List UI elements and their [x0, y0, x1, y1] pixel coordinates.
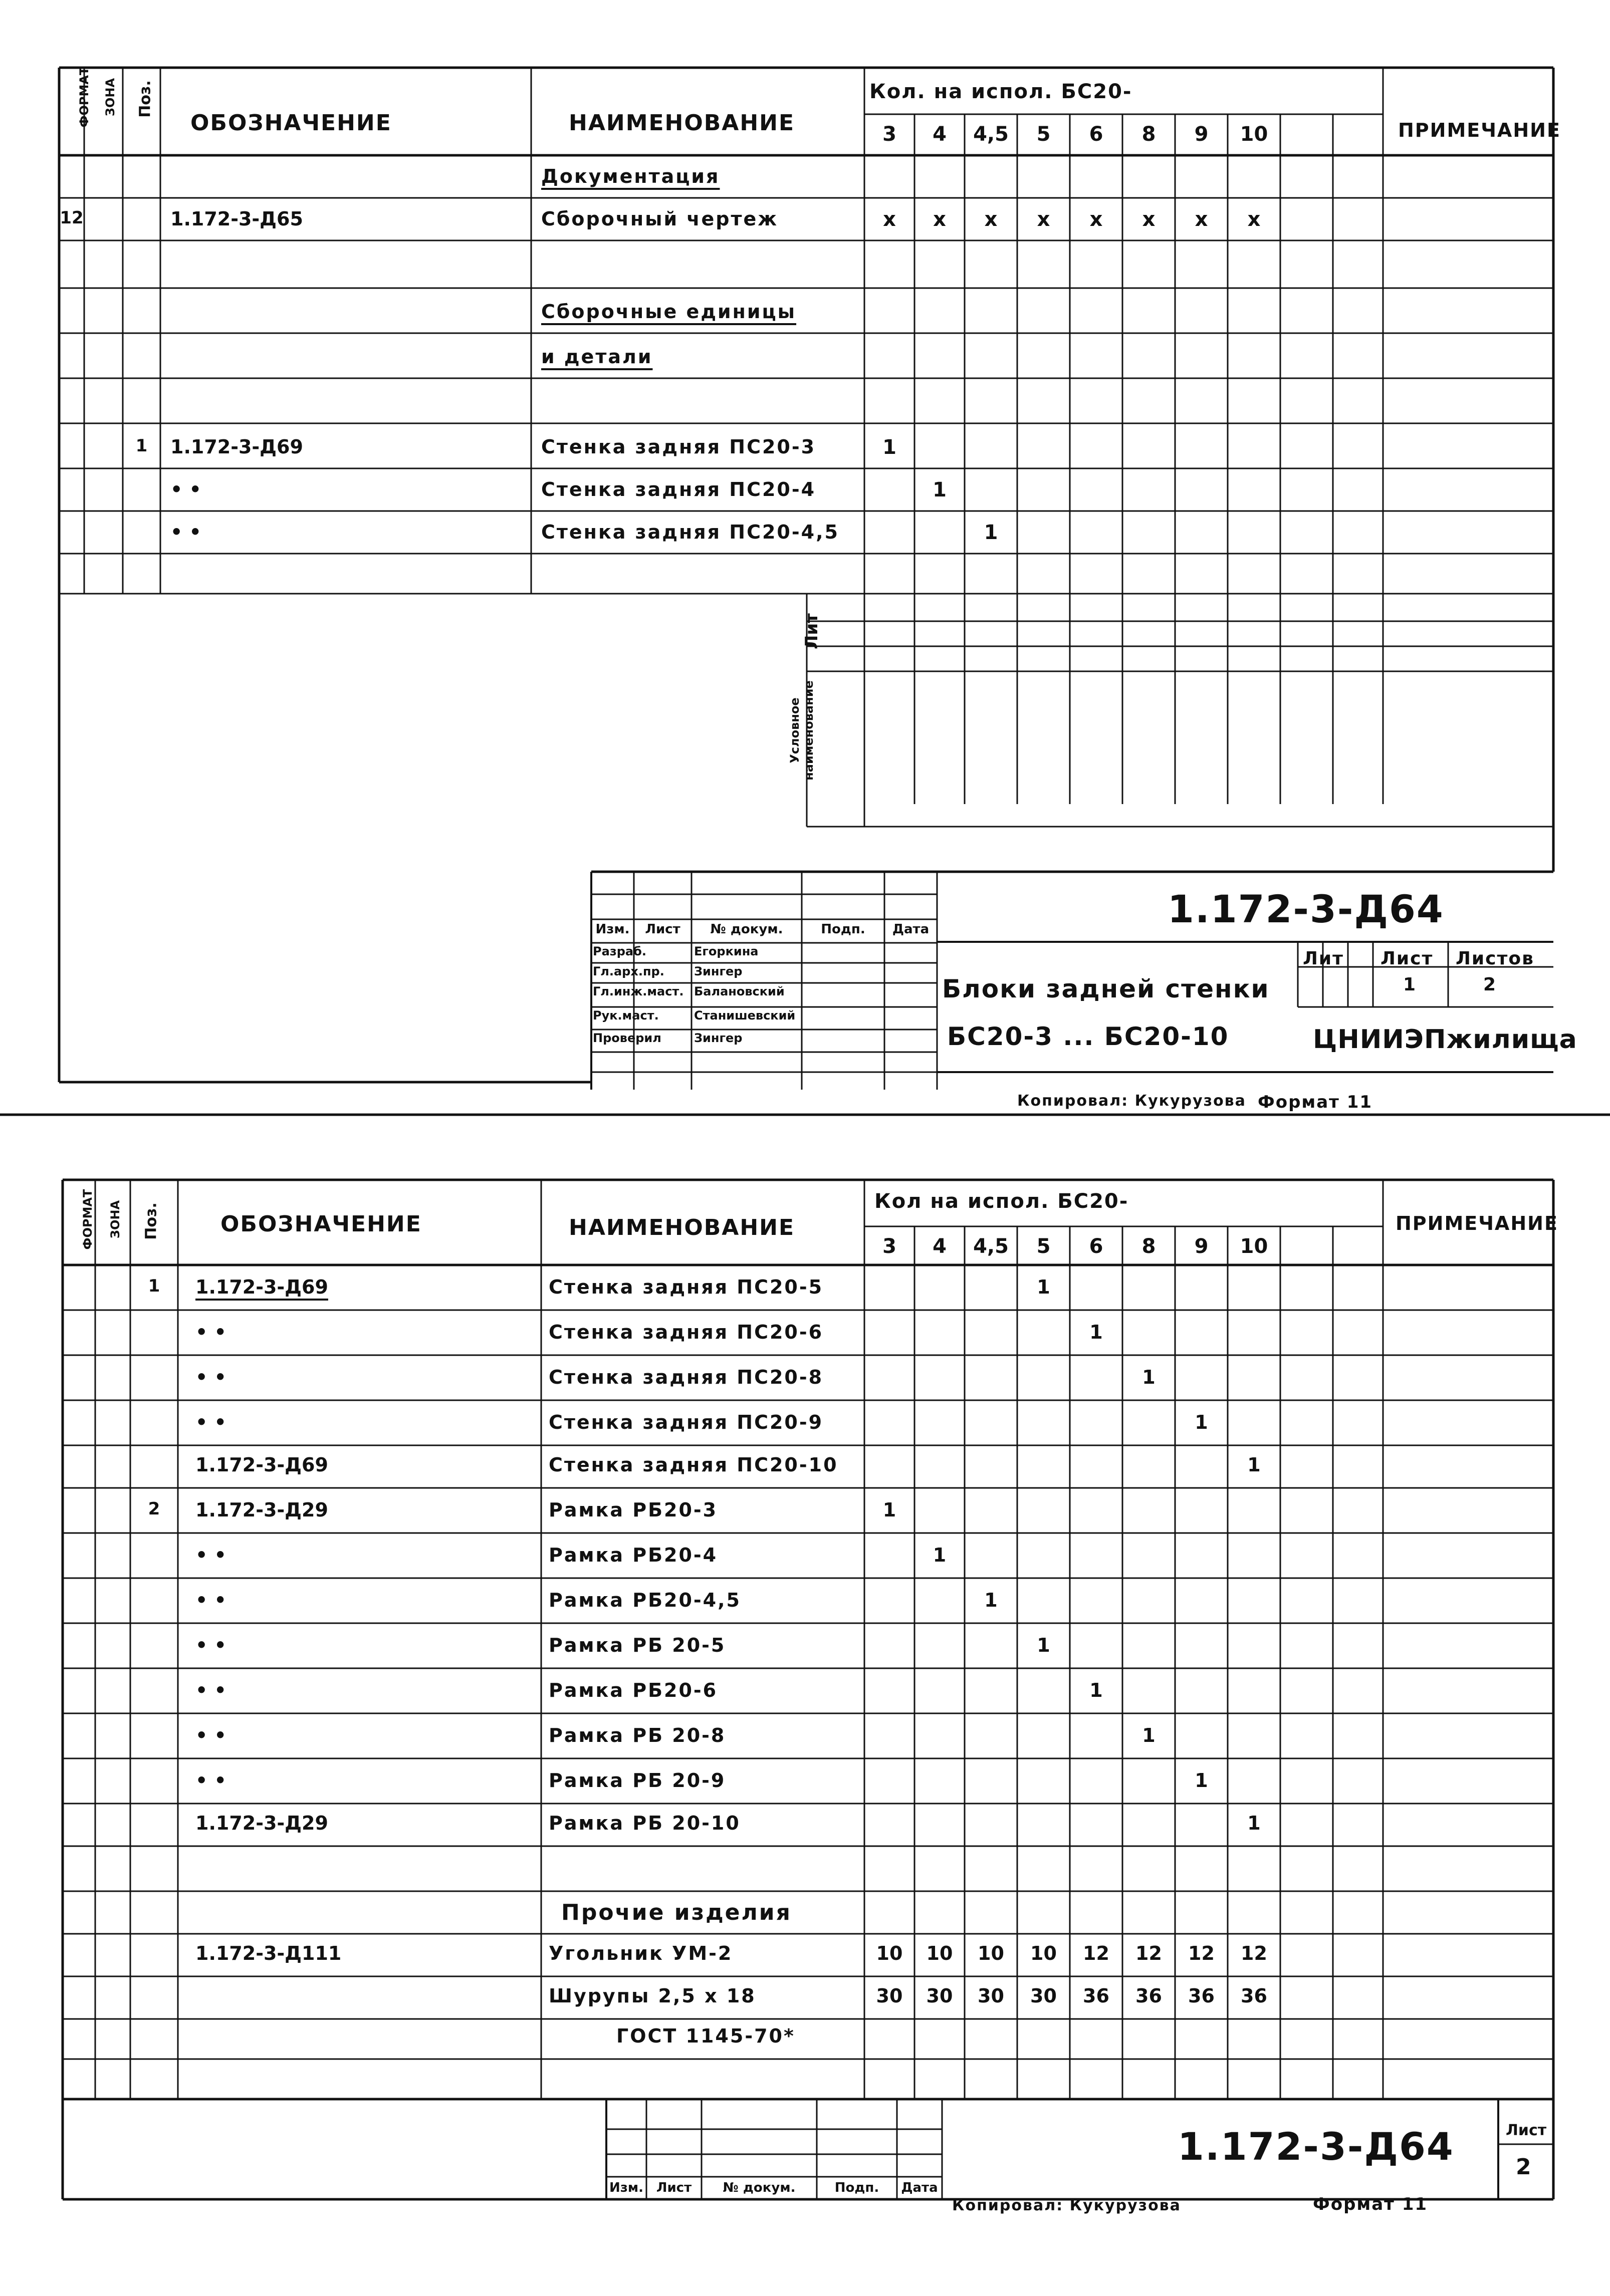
- row-qty: х: [1247, 208, 1261, 231]
- row-qty: 10: [1030, 1942, 1057, 1964]
- row-name: Рамка РБ 20-8: [549, 1724, 726, 1746]
- row-qty: х: [1037, 208, 1050, 231]
- row-name: Стенка задняя ПС20-5: [549, 1276, 824, 1298]
- variant-header: 8: [1141, 1235, 1156, 1258]
- header-pos: Поз.: [136, 80, 154, 118]
- row-name: Стенка задняя ПС20-3: [541, 436, 816, 458]
- row-name: Рамка РБ 20-5: [549, 1634, 726, 1656]
- header-designation-2: ОБОЗНАЧЕНИЕ: [220, 1211, 422, 1237]
- row-designation: 1.172-3-Д69: [195, 1454, 328, 1476]
- tb-col-header: Изм.: [595, 922, 630, 937]
- row-qty: 12: [1241, 1942, 1267, 1964]
- row-designation: 1.172-3-Д111: [195, 1942, 342, 1964]
- sheet-value-2: 2: [1516, 2154, 1532, 2180]
- row-qty: х: [883, 208, 896, 231]
- row-qty: х: [1195, 208, 1208, 231]
- row-qty: 30: [1030, 1985, 1057, 2007]
- row-name: Стенка задняя ПС20-9: [549, 1411, 824, 1433]
- header-format-2: ФОРМАТ: [81, 1189, 95, 1250]
- row-qty: 1: [1195, 1769, 1208, 1792]
- variant-header: 10: [1240, 123, 1268, 146]
- row-qty: 1: [1037, 1276, 1050, 1298]
- format-label: Формат 11: [1258, 1092, 1373, 1112]
- header-qty-2: Кол на испол. БС20-: [874, 1190, 1129, 1213]
- variant-header: 9: [1194, 123, 1209, 146]
- row-pos: 1: [135, 436, 148, 456]
- row-designation: • •: [195, 1589, 226, 1611]
- row-qty: 1: [1037, 1634, 1050, 1656]
- format-label-2: Формат 11: [1313, 2194, 1428, 2214]
- lit-label: Лит: [1303, 948, 1344, 969]
- tb-name: Зингер: [694, 1031, 743, 1045]
- row-qty: 1: [1089, 1679, 1103, 1701]
- row-qty: 30: [978, 1985, 1004, 2007]
- sheet-label-2: Лист: [1506, 2122, 1547, 2139]
- tb-role: Гл.арх.пр.: [593, 964, 664, 978]
- tb-name: Балановский: [694, 984, 785, 998]
- row-qty: 1: [933, 478, 947, 501]
- variant-header: 6: [1089, 1235, 1103, 1258]
- row-qty: 1: [1247, 1812, 1261, 1834]
- header-qty: Кол. на испол. БС20-: [869, 80, 1132, 103]
- variant-header: 5: [1036, 1235, 1051, 1258]
- variant-header: 3: [882, 1235, 896, 1258]
- tb-col-header: Дата: [901, 2180, 938, 2195]
- row-name: ГОСТ 1145-70*: [616, 2025, 795, 2047]
- variant-header: 9: [1194, 1235, 1209, 1258]
- sheets-value: 2: [1483, 974, 1497, 995]
- row-qty: 10: [926, 1942, 953, 1964]
- header-designation: ОБОЗНАЧЕНИЕ: [190, 110, 392, 136]
- row-designation: 1.172-3-Д29: [195, 1499, 328, 1521]
- variant-header: 10: [1240, 1235, 1268, 1258]
- row-name: Стенка задняя ПС20-6: [549, 1321, 824, 1343]
- row-designation: • •: [195, 1366, 226, 1388]
- header-format: ФОРМАТ: [77, 67, 91, 128]
- variant-header: 4: [933, 123, 947, 146]
- row-designation: • •: [170, 478, 201, 500]
- tb-col-header: Подп.: [821, 922, 865, 937]
- tb-role: Разраб.: [593, 944, 646, 958]
- row-qty: х: [933, 208, 946, 231]
- row-qty: 10: [978, 1942, 1004, 1964]
- tb-role: Рук.маст.: [593, 1008, 659, 1023]
- row-qty: 1: [1142, 1366, 1156, 1388]
- lit-side-label: Лит: [802, 613, 822, 649]
- tb-name: Зингер: [694, 964, 743, 978]
- row-designation: 1.172-3-Д69: [195, 1276, 328, 1298]
- title-line2: БС20-3 ... БС20-10: [947, 1022, 1229, 1051]
- header-note: ПРИМЕЧАНИЕ: [1398, 119, 1561, 141]
- row-format: 12: [60, 208, 84, 228]
- tb-role: Гл.инж.маст.: [593, 984, 684, 998]
- row-qty: 1: [984, 1589, 998, 1611]
- variant-header: 6: [1089, 123, 1103, 146]
- tb-role: Проверил: [593, 1031, 661, 1045]
- row-name: Стенка задняя ПС20-4,5: [541, 521, 839, 543]
- row-qty: 1: [882, 436, 896, 459]
- copied-by-2: Копировал: Кукурузова: [952, 2197, 1181, 2214]
- header-name-2: НАИМЕНОВАНИЕ: [569, 1215, 795, 1240]
- row-name: Стенка задняя ПС20-8: [549, 1366, 824, 1388]
- cond-name-side-label: Условное наименование: [788, 680, 816, 781]
- row-qty: 36: [1241, 1985, 1267, 2007]
- row-qty: х: [1089, 208, 1103, 231]
- header-pos-2: Поз.: [142, 1202, 160, 1240]
- row-name: Рамка РБ 20-10: [549, 1812, 741, 1834]
- row-qty: 10: [876, 1942, 903, 1964]
- tb-col-header: № докум.: [710, 922, 783, 937]
- header-name: НАИМЕНОВАНИЕ: [569, 110, 795, 136]
- row-name: Стенка задняя ПС20-10: [549, 1454, 838, 1476]
- row-qty: 12: [1188, 1942, 1215, 1964]
- tb-col-header: № докум.: [723, 2180, 796, 2195]
- row-pos: 2: [148, 1499, 160, 1519]
- sheet-label: Лист: [1381, 948, 1434, 969]
- variant-header: 3: [882, 123, 896, 146]
- sheets-label: Листов: [1456, 948, 1534, 969]
- row-qty: 12: [1083, 1942, 1109, 1964]
- row-designation: 1.172-3-Д29: [195, 1812, 328, 1834]
- row-qty: 1: [984, 521, 998, 544]
- doc-number-2: 1.172-3-Д64: [1178, 2124, 1454, 2169]
- row-qty: 30: [876, 1985, 903, 2007]
- row-qty: 1: [933, 1544, 947, 1566]
- row-designation: • •: [195, 1634, 226, 1656]
- row-qty: 1: [1195, 1411, 1208, 1433]
- variant-header: 8: [1141, 123, 1156, 146]
- variant-header: 4: [933, 1235, 947, 1258]
- row-name: Документация: [541, 165, 720, 187]
- doc-number: 1.172-3-Д64: [1168, 887, 1444, 931]
- row-qty: 12: [1135, 1942, 1162, 1964]
- row-qty: 36: [1188, 1985, 1215, 2007]
- row-qty: х: [1142, 208, 1156, 231]
- tb-name: Станишевский: [694, 1008, 796, 1023]
- row-qty: 1: [1142, 1724, 1156, 1746]
- row-name: Шурупы 2,5 х 18: [549, 1985, 756, 2007]
- variant-header: 4,5: [973, 1235, 1009, 1258]
- tb-col-header: Изм.: [609, 2180, 643, 2195]
- row-designation: 1.172-3-Д65: [170, 208, 303, 230]
- row-name: Рамка РБ20-4,5: [549, 1589, 741, 1611]
- row-name: Рамка РБ 20-9: [549, 1769, 726, 1792]
- copied-by: Копировал: Кукурузова: [1017, 1092, 1246, 1110]
- row-name: Стенка задняя ПС20-4: [541, 478, 816, 500]
- tb-col-header: Подп.: [834, 2180, 879, 2195]
- row-designation: • •: [170, 521, 201, 543]
- row-designation: 1.172-3-Д69: [170, 436, 303, 458]
- row-designation: • •: [195, 1321, 226, 1343]
- row-name: Сборочный чертеж: [541, 208, 779, 230]
- title-line1: Блоки задней стенки: [942, 974, 1270, 1003]
- row-qty: 36: [1083, 1985, 1109, 2007]
- row-pos: 1: [148, 1276, 160, 1296]
- header-zone: ЗОНА: [103, 78, 117, 117]
- row-name: и детали: [541, 346, 653, 368]
- row-qty: 1: [1089, 1321, 1103, 1343]
- row-qty: 36: [1135, 1985, 1162, 2007]
- row-qty: 1: [882, 1499, 896, 1521]
- row-name: Угольник УМ-2: [549, 1942, 733, 1964]
- row-designation: • •: [195, 1679, 226, 1701]
- row-name: Прочие изделия: [561, 1900, 792, 1925]
- variant-header: 4,5: [973, 123, 1009, 146]
- variant-header: 5: [1036, 123, 1051, 146]
- row-designation: • •: [195, 1411, 226, 1433]
- row-designation: • •: [195, 1724, 226, 1746]
- header-zone-2: ЗОНА: [108, 1200, 122, 1239]
- org-name: ЦНИИЭПжилища: [1313, 1025, 1577, 1055]
- row-qty: 1: [1247, 1454, 1261, 1476]
- row-designation: • •: [195, 1769, 226, 1792]
- header-note-2: ПРИМЕЧАНИЕ: [1396, 1212, 1558, 1234]
- tb-name: Егоркина: [694, 944, 759, 958]
- row-name: Сборочные единицы: [541, 301, 797, 323]
- row-name: Рамка РБ20-4: [549, 1544, 718, 1566]
- row-qty: 30: [926, 1985, 953, 2007]
- tb-col-header: Дата: [892, 922, 930, 937]
- sheet-value: 1: [1403, 974, 1417, 995]
- row-name: Рамка РБ20-6: [549, 1679, 718, 1701]
- row-qty: х: [984, 208, 998, 231]
- tb-col-header: Лист: [645, 922, 680, 937]
- tb-col-header: Лист: [656, 2180, 692, 2195]
- row-name: Рамка РБ20-3: [549, 1499, 718, 1521]
- row-designation: • •: [195, 1544, 226, 1566]
